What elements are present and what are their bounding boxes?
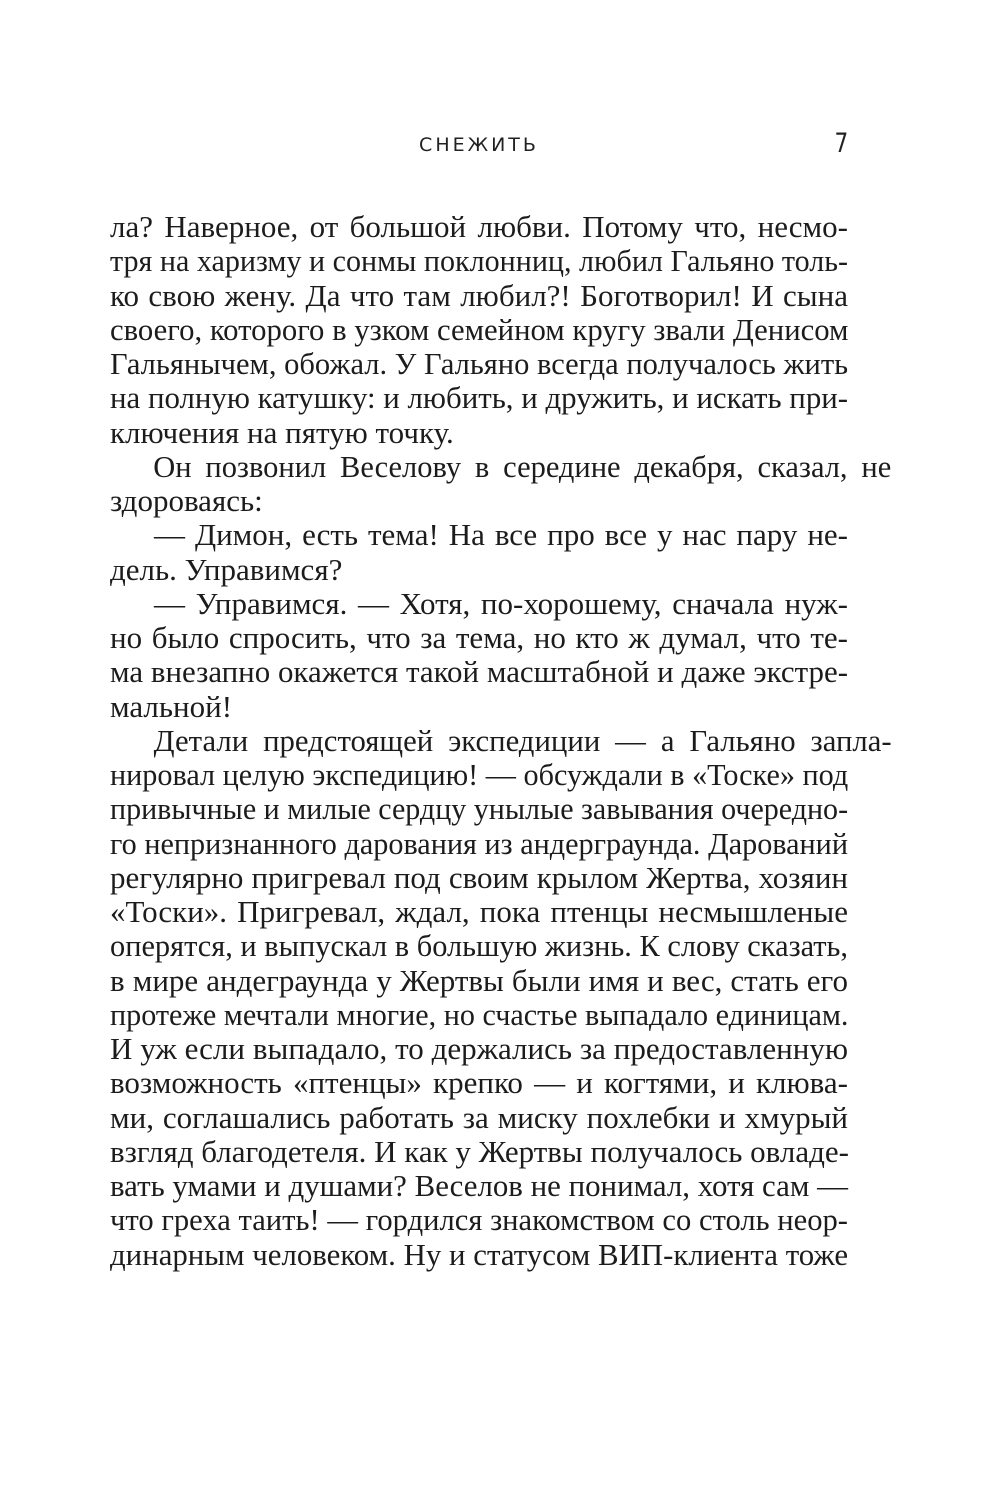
text-line: «Тоски». Пригревал, ждал, пока птенцы несмышленые <box>110 894 848 929</box>
text-line: нировал целую экспедицию! — обсуждали в «Тоске» под <box>110 757 849 792</box>
text-line: ко свою жену. Да что там любил?! Боготворил! И сына <box>110 277 848 313</box>
running-title: СНЕЖИТЬ <box>419 134 539 156</box>
text-line: динарным человеком. Ну и статусом ВИП-клиента тоже <box>110 1236 848 1272</box>
text-line: Гальянычем, обожал. У Гальяно всегда получалось жить <box>110 346 849 381</box>
text-line: — Управимся. — Хотя, по-хорошему, сначала нуж- <box>154 585 848 621</box>
body-text <box>110 209 892 1272</box>
text-line: тря на харизму и сонмы поклонниц, любил Гальяно толь- <box>110 243 848 279</box>
text-line: протеже мечтали многие, но счастье выпадало единицам. <box>110 996 849 1032</box>
running-head <box>110 128 848 162</box>
text-line: что греха таить! — гордился знакомством со столь неор- <box>110 1202 848 1238</box>
text-line: ла? Наверное, от большой любви. Потому что, несмо- <box>110 209 848 244</box>
text-line: — Димон, есть тема! На все про все у нас пару не- <box>154 517 848 553</box>
text-line: мальной! <box>110 688 233 724</box>
text-line: регулярно пригревал под своим крылом Жертва, хозяин <box>110 859 848 895</box>
text-line: но было спросить, что за тема, но кто ж думал, что те- <box>110 620 848 655</box>
text-line: в мире андеграунда у Жертвы были имя и вес, стать его <box>110 962 848 998</box>
text-line: ми, соглашались работать за миску похлебки и хмурый <box>110 1099 848 1135</box>
text-line: взгляд благодетеля. И как у Жертвы получалось овладе- <box>110 1133 849 1169</box>
text-line: возможность «птенцы» крепко — и когтями, и клюва- <box>110 1065 848 1101</box>
text-line: ключения на пятую точку. <box>110 414 454 450</box>
text-line: здороваясь: <box>110 483 263 518</box>
text-line: вать умами и душами? Веселов не понимал, хотя сам — <box>110 1168 848 1203</box>
text-line: дель. Управимся? <box>110 551 343 587</box>
text-line: привычные и милые сердцу унылые завывания очередно- <box>110 791 849 827</box>
page-number: 7 <box>834 128 848 159</box>
text-line: ма внезапно окажется такой масштабной и даже экстре- <box>110 654 848 690</box>
text-line: своего, которого в узком семейном кругу звали Денисом <box>110 311 849 347</box>
text-line: оперятся, и выпускал в большую жизнь. К слову сказать, <box>110 928 848 964</box>
text-line: го непризнанного дарования из андерграунда. Дарований <box>110 825 848 861</box>
text-line: на полную катушку: и любить, и дружить, и искать при- <box>110 380 849 416</box>
text-line: Он позвонил Веселову в середине декабря, сказал, не <box>153 448 892 484</box>
text-line: И уж если выпадало, то держались за предоставленную <box>110 1031 848 1066</box>
text-line: Детали предстоящей экспедиции — а Гальяно запла- <box>153 722 892 758</box>
